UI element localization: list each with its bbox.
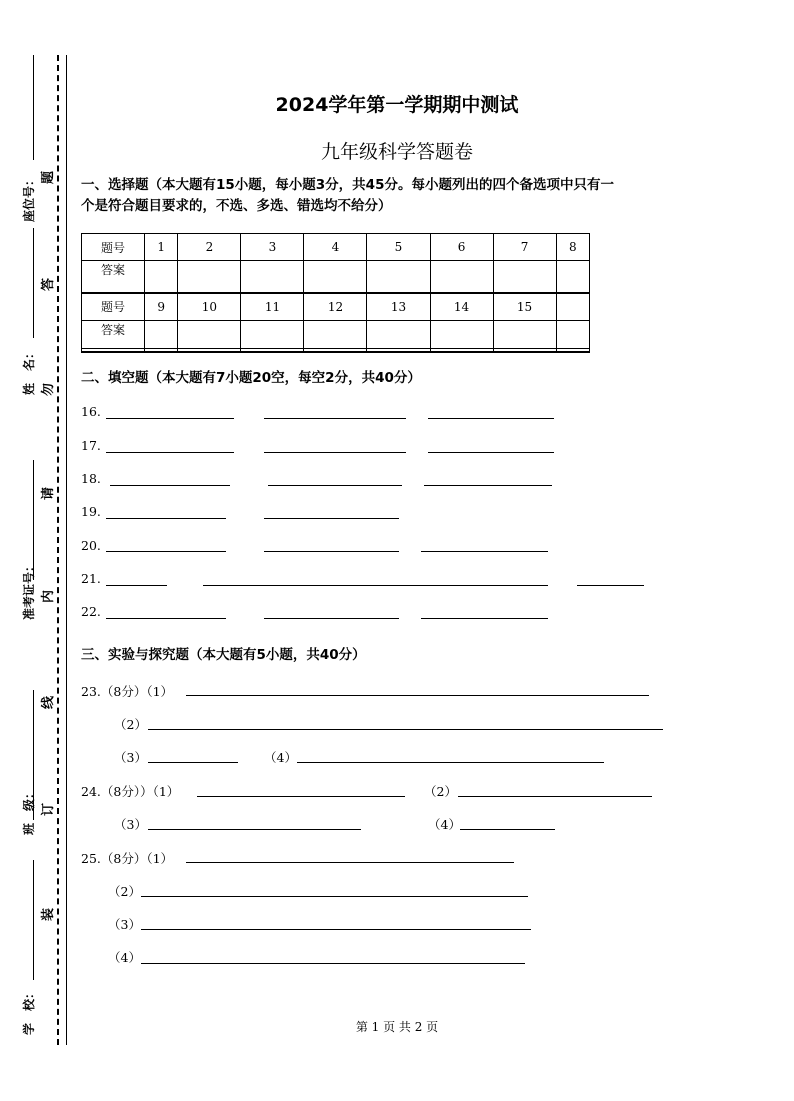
school-line — [33, 860, 34, 980]
margin-char-da: 答 — [41, 277, 57, 292]
question-number: 22. — [81, 604, 101, 619]
answer-cell[interactable] — [556, 261, 589, 293]
question-number-cell: 4 — [304, 234, 367, 261]
name-line — [33, 228, 34, 338]
question-number-cell: 5 — [367, 234, 430, 261]
answer-blank[interactable] — [148, 762, 238, 763]
binding-solid-line — [66, 55, 67, 1045]
answer-blank[interactable] — [106, 418, 234, 419]
answer-blank[interactable] — [186, 695, 649, 696]
answer-blank[interactable] — [264, 618, 399, 619]
answer-cell[interactable] — [367, 261, 430, 293]
answer-cell[interactable] — [145, 261, 178, 293]
question-number: 20. — [81, 538, 101, 553]
sub-question-label: （4） — [428, 817, 461, 832]
answer-blank[interactable] — [106, 518, 226, 519]
margin-char-xian: 线 — [41, 695, 57, 710]
answer-cell[interactable] — [493, 320, 556, 352]
sub-question-label: （4） — [108, 950, 141, 965]
answer-blank[interactable] — [203, 585, 548, 586]
answer-cell[interactable] — [178, 261, 241, 293]
answer-blank[interactable] — [264, 418, 406, 419]
sub-question-label: （2） — [108, 884, 141, 899]
answer-cell[interactable] — [367, 320, 430, 352]
answer-table — [81, 233, 590, 353]
answer-cell[interactable] — [304, 320, 367, 352]
answer-cell[interactable] — [430, 320, 493, 352]
answer-blank[interactable] — [421, 618, 548, 619]
class-label: 班 级： — [22, 786, 36, 835]
sub-question-label: （3） — [114, 817, 147, 832]
answer-blank[interactable] — [106, 551, 226, 552]
section2-heading: 二、填空题（本大题有7小题20空，每空2分，共40分） — [81, 370, 421, 386]
question-number-cell: 14 — [430, 293, 493, 321]
question-number: 19. — [81, 504, 101, 519]
table-row — [82, 234, 590, 261]
binding-dashed-line — [57, 55, 59, 1045]
sub-question-label: （2） — [114, 717, 147, 732]
answer-blank[interactable] — [141, 929, 531, 930]
question-number-cell: 8 — [556, 234, 589, 261]
exam-subtitle: 九年级科学答题卷 — [320, 141, 473, 163]
question-number-cell: 15 — [493, 293, 556, 321]
section3-heading: 三、实验与探究题（本大题有5小题，共40分） — [81, 647, 366, 663]
answer-label-cell: 答案 — [82, 261, 145, 293]
answer-cell[interactable] — [430, 261, 493, 293]
table-row — [82, 293, 590, 321]
margin-char-qing: 请 — [41, 486, 57, 501]
answer-cell[interactable] — [241, 261, 304, 293]
sub-question-label: （4） — [264, 750, 297, 765]
answer-blank[interactable] — [264, 551, 399, 552]
question-number-cell: 6 — [430, 234, 493, 261]
question-number-cell: 11 — [241, 293, 304, 321]
answer-blank[interactable] — [197, 796, 405, 797]
question-label-cell: 题号 — [82, 293, 145, 321]
margin-char-wu: 勿 — [41, 382, 57, 397]
answer-cell[interactable] — [493, 261, 556, 293]
name-label: 姓 名： — [22, 346, 36, 395]
answer-blank[interactable] — [460, 829, 555, 830]
question-number-cell: 13 — [367, 293, 430, 321]
margin-char-nei: 内 — [41, 589, 57, 604]
answer-cell[interactable] — [145, 320, 178, 352]
sub-question-label: （3） — [114, 750, 147, 765]
answer-blank[interactable] — [577, 585, 644, 586]
question-25-label: 25.（8分）（1） — [81, 851, 174, 866]
question-number-cell: 1 — [145, 234, 178, 261]
question-number-cell: 3 — [241, 234, 304, 261]
margin-char-zhuang: 装 — [41, 907, 57, 922]
question-number-cell — [556, 293, 589, 321]
answer-blank[interactable] — [106, 452, 234, 453]
question-number-cell: 2 — [178, 234, 241, 261]
exam-id-label: 准考证号： — [22, 559, 36, 620]
answer-blank[interactable] — [106, 618, 226, 619]
page-number: 第 1 页 共 2 页 — [355, 1020, 439, 1034]
question-number-cell: 9 — [145, 293, 178, 321]
answer-blank[interactable] — [186, 862, 514, 863]
sub-question-label: （3） — [108, 917, 141, 932]
answer-label-cell: 答案 — [82, 320, 145, 352]
question-number-cell: 10 — [178, 293, 241, 321]
table-row — [82, 320, 590, 352]
section1-heading-line1: 一、选择题（本大题有15小题，每小题3分，共45分。每小题列出的四个备选项中只有一 — [81, 177, 614, 193]
answer-blank[interactable] — [148, 829, 361, 830]
answer-cell[interactable] — [304, 261, 367, 293]
answer-cell[interactable] — [178, 320, 241, 352]
answer-blank[interactable] — [428, 418, 554, 419]
answer-blank[interactable] — [106, 585, 167, 586]
answer-blank[interactable] — [148, 729, 663, 730]
answer-blank[interactable] — [141, 963, 525, 964]
question-number-cell: 7 — [493, 234, 556, 261]
margin-char-ti: 题 — [41, 170, 57, 185]
answer-blank[interactable] — [297, 762, 604, 763]
answer-blank[interactable] — [264, 452, 406, 453]
answer-blank[interactable] — [110, 485, 230, 486]
school-label: 学 校： — [22, 986, 36, 1035]
question-24-label: 24.（8分））（1） — [81, 784, 180, 799]
answer-blank[interactable] — [421, 551, 548, 552]
question-number: 18. — [81, 471, 101, 486]
question-number: 16. — [81, 404, 101, 419]
answer-blank[interactable] — [458, 796, 652, 797]
answer-cell[interactable] — [556, 320, 589, 352]
answer-blank[interactable] — [428, 452, 554, 453]
question-number-cell: 12 — [304, 293, 367, 321]
sub-question-label: （2） — [424, 784, 457, 799]
question-number: 17. — [81, 438, 101, 453]
table-row — [82, 261, 590, 293]
margin-char-ding: 订 — [41, 802, 57, 817]
question-23-label: 23.（8分）（1） — [81, 684, 174, 699]
answer-blank[interactable] — [264, 518, 399, 519]
seat-number-label: 座位号： — [22, 173, 36, 222]
answer-cell[interactable] — [241, 320, 304, 352]
answer-blank[interactable] — [141, 896, 528, 897]
exam-title: 2024学年第一学期期中测试 — [275, 94, 519, 116]
answer-blank[interactable] — [268, 485, 402, 486]
section1-heading-line2: 个是符合题目要求的，不选、多选、错选均不给分） — [81, 198, 392, 214]
question-label-cell: 题号 — [82, 234, 145, 261]
answer-blank[interactable] — [424, 485, 552, 486]
question-number: 21. — [81, 571, 101, 586]
